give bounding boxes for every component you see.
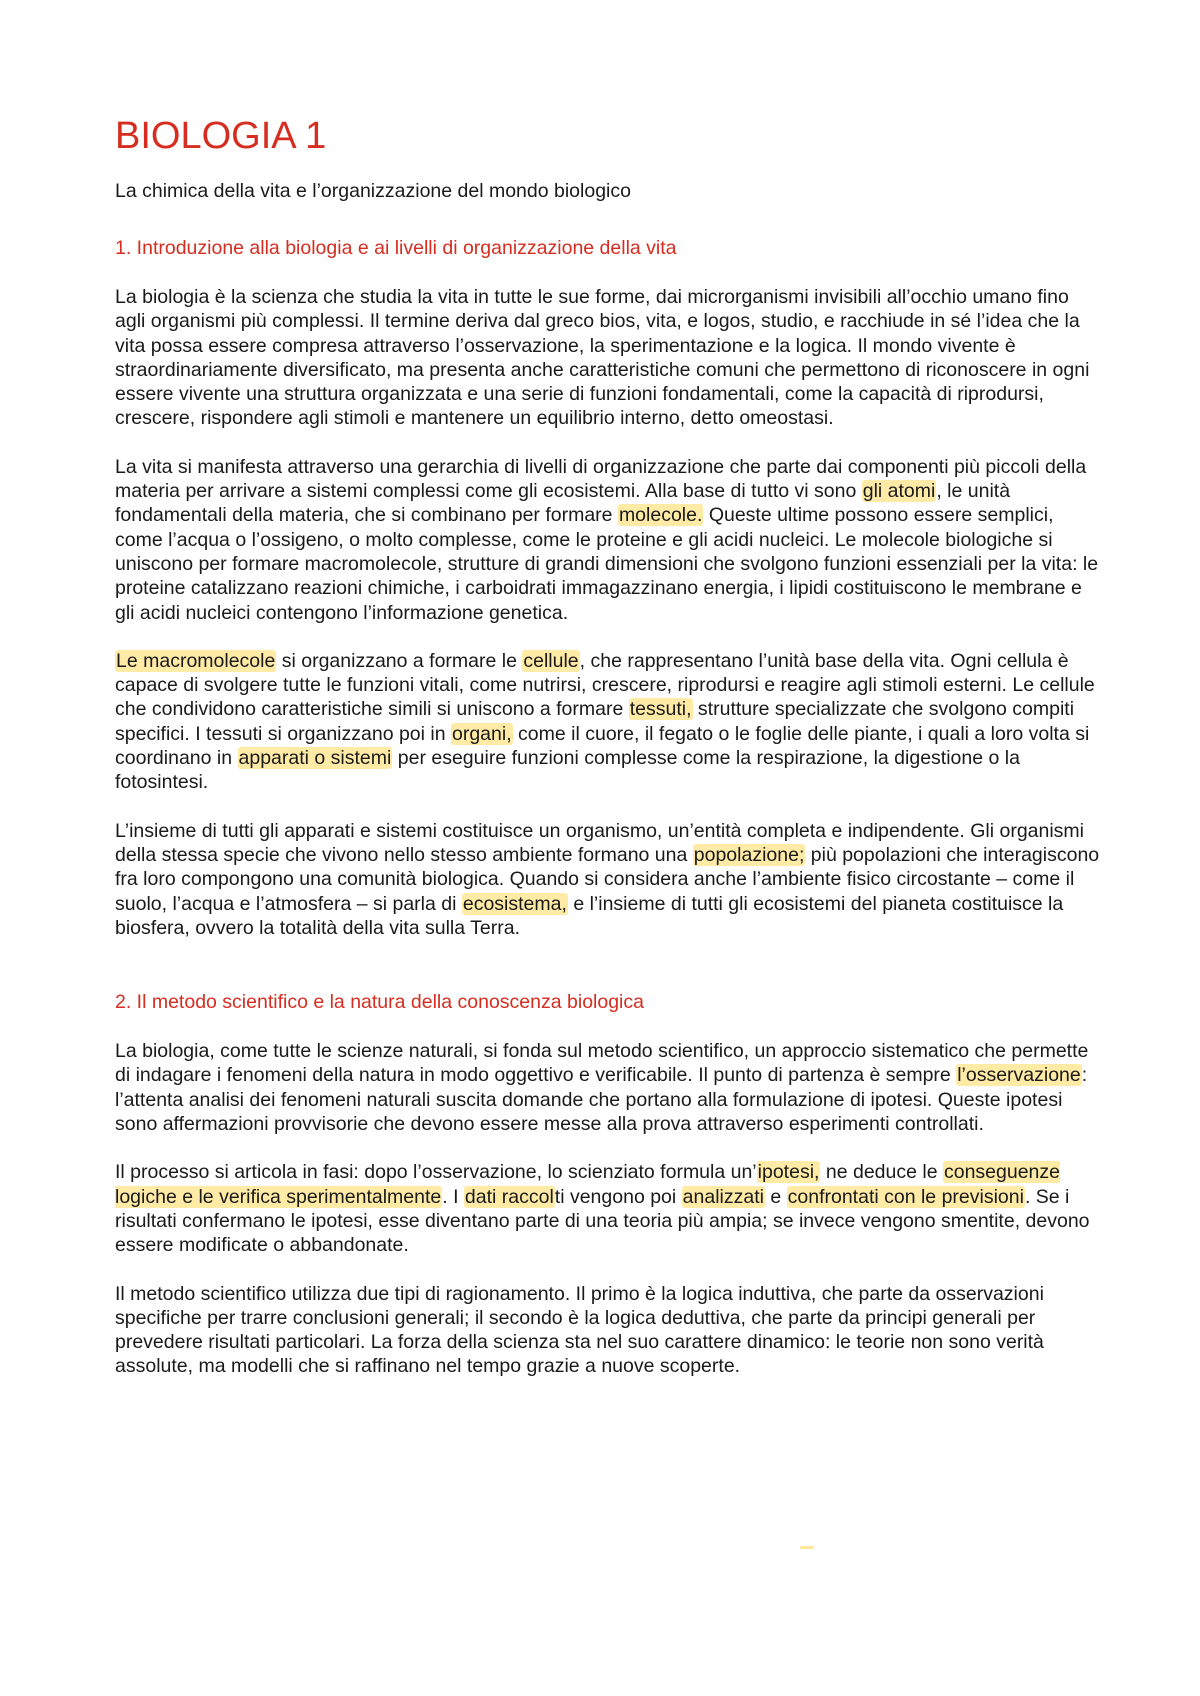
text-run: Il metodo scientifico utilizza due tipi di ragionamento. Il primo è la logica induttiva, che parte da osservazioni specifiche per trarre conclusioni generali; il secondo è la logica deduttiva, che parte da principi generali per prevedere risultati particolari. La forza della scienza sta nel suo carattere dinamico: le teorie non sono verità assolute, ma modelli che si raffinano nel tempo grazie a nuove scoperte.	[115, 1282, 1044, 1378]
paragraph	[115, 285, 1100, 431]
text-run: , che rappresentano l’unità base della vita. Ogni cellula è capace di svolgere tutte le funzioni vitali, come nutrirsi, crescere, riprodursi e reagire agli stimoli esterni. Le cellule che condividono caratteristiche simili si uniscono a formare	[115, 649, 1095, 721]
text-run: Queste ultime possono essere semplici, come l’acqua o l’ossigeno, o molto complesse, come le proteine e gli acidi nucleici. Le molecole biologiche si uniscono per formare macromolecole, strutture di grandi dimensioni che svolgono funzioni essenziali per la vita: le proteine catalizzano reazioni chimiche, i carboidrati immagazzinano energia, i lipidi costituiscono le membrane e gli acidi nucleici contengono l’informazione genetica.	[115, 504, 1099, 624]
text-run: La biologia è la scienza che studia la vita in tutte le sue forme, dai microrganismi invisibili all’occhio umano fino agli organismi più complessi. Il termine deriva dal greco bios, vita, e logos, studio, e racchiude in sé l’idea che la vita possa essere compresa attraverso l’osservazione, la sperimentazione e la logica. Il mondo vivente è straordinariamente diversificato, ma presenta anche caratteristiche comuni che permettono di riconoscere in ogni essere vivente una struttura organizzata e una serie di funzioni fondamentali, come la capacità di riprodursi, crescere, rispondere agli stimoli e mantenere un equilibrio interno, detto omeostasi.	[115, 286, 1090, 430]
highlighted-text: cellule	[523, 649, 579, 672]
highlighted-text: organi,	[452, 722, 512, 745]
paragraph	[115, 1039, 1100, 1136]
text-run: , le unità fondamentali della materia, che si combinano per formare	[115, 480, 1011, 527]
paragraph	[115, 455, 1100, 625]
highlighted-text: Le macromolecole	[116, 649, 276, 672]
paragraph	[115, 1282, 1100, 1379]
document-subtitle: La chimica della vita e l’organizzazione del mondo biologico	[115, 180, 631, 202]
text-run: più popolazioni che interagiscono fra loro compongono una comunità biologica. Quando si considera anche l’ambiente fisico circostante – come il suolo, l’acqua e l’atmosfera – si parla di	[115, 843, 1100, 915]
document-title: BIOLOGIA 1	[115, 115, 327, 157]
text-run: per eseguire funzioni complesse come la respirazione, la digestione o la fotosintesi.	[115, 747, 1020, 794]
highlighted-text: tessuti,	[629, 698, 692, 721]
text-run: Il processo si articola in fasi: dopo l’osservazione, lo scienziato formula un’	[115, 1161, 757, 1184]
section-heading: 1. Introduzione alla biologia e ai livelli di organizzazione della vita	[115, 237, 677, 259]
text-run: come il cuore, il fegato o le foglie delle piante, i quali a loro volta si coordinano in	[115, 722, 1090, 770]
highlighted-text: dati raccol	[464, 1185, 554, 1208]
highlighted-text: analizzati	[682, 1185, 764, 1208]
highlighted-text: apparati o sistemi	[238, 747, 392, 770]
paragraph	[115, 649, 1100, 795]
text-run: : l’attenta analisi dei fenomeni naturali suscita domande che portano alla formulazione di ipotesi. Queste ipotesi sono affermazioni provvisorie che devono essere messe alla prova attraverso esperimenti controllati.	[115, 1064, 1088, 1136]
highlighted-text: popolazione;	[693, 843, 805, 866]
text-run: L’insieme di tutti gli apparati e sistemi costituisce un organismo, un’entità completa e indipendente. Gli organismi della stessa specie che vivono nello stesso ambiente formano una	[115, 819, 1085, 866]
text-run: e l’insieme di tutti gli ecosistemi del pianeta costituisce la biosfera, ovvero la totalità della vita sulla Terra.	[115, 892, 1064, 939]
highlighted-text: ipotesi,	[757, 1161, 820, 1184]
highlighted-text: molecole.	[618, 504, 703, 527]
paragraph	[115, 1160, 1100, 1257]
text-run: La biologia, come tutte le scienze naturali, si fonda sul metodo scientifico, un approccio sistematico che permette di indagare i fenomeni della natura in modo oggettivo e verificabile. Il punto di partenza è sempre	[115, 1040, 1089, 1087]
text-run: . Se i risultati confermano le ipotesi, esse diventano parte di una teoria più ampia; se invece vengono smentite, devono essere modificate o abbandonate.	[115, 1185, 1090, 1257]
text-run: strutture specializzate che svolgono compiti specifici. I tessuti si organizzano poi in	[115, 698, 1075, 745]
highlighted-text: confrontati con le previsioni	[787, 1185, 1024, 1208]
text-run: ti vengono poi	[554, 1185, 682, 1208]
text-run: si organizzano a formare le	[276, 649, 523, 672]
text-run: ne deduce le	[820, 1161, 943, 1184]
document-body	[115, 112, 1100, 1379]
text-run: e	[764, 1185, 787, 1208]
highlighted-text: conseguenze logiche e le verifica sperimentalmente	[115, 1161, 1060, 1208]
highlighted-text: gli atomi	[862, 480, 936, 503]
text-run: La vita si manifesta attraverso una gerarchia di livelli di organizzazione che parte dai componenti più piccoli della materia per arrivare a sistemi complessi come gli ecosistemi. Alla base di tutto vi sono	[115, 455, 1087, 503]
text-run: . I	[442, 1185, 464, 1208]
stray-highlight-mark	[800, 1546, 814, 1549]
paragraph	[115, 819, 1100, 940]
section-heading: 2. Il metodo scientifico e la natura della conoscenza biologica	[115, 991, 644, 1014]
highlighted-text: l’osservazione	[957, 1064, 1081, 1087]
highlighted-text: ecosistema,	[462, 892, 567, 915]
